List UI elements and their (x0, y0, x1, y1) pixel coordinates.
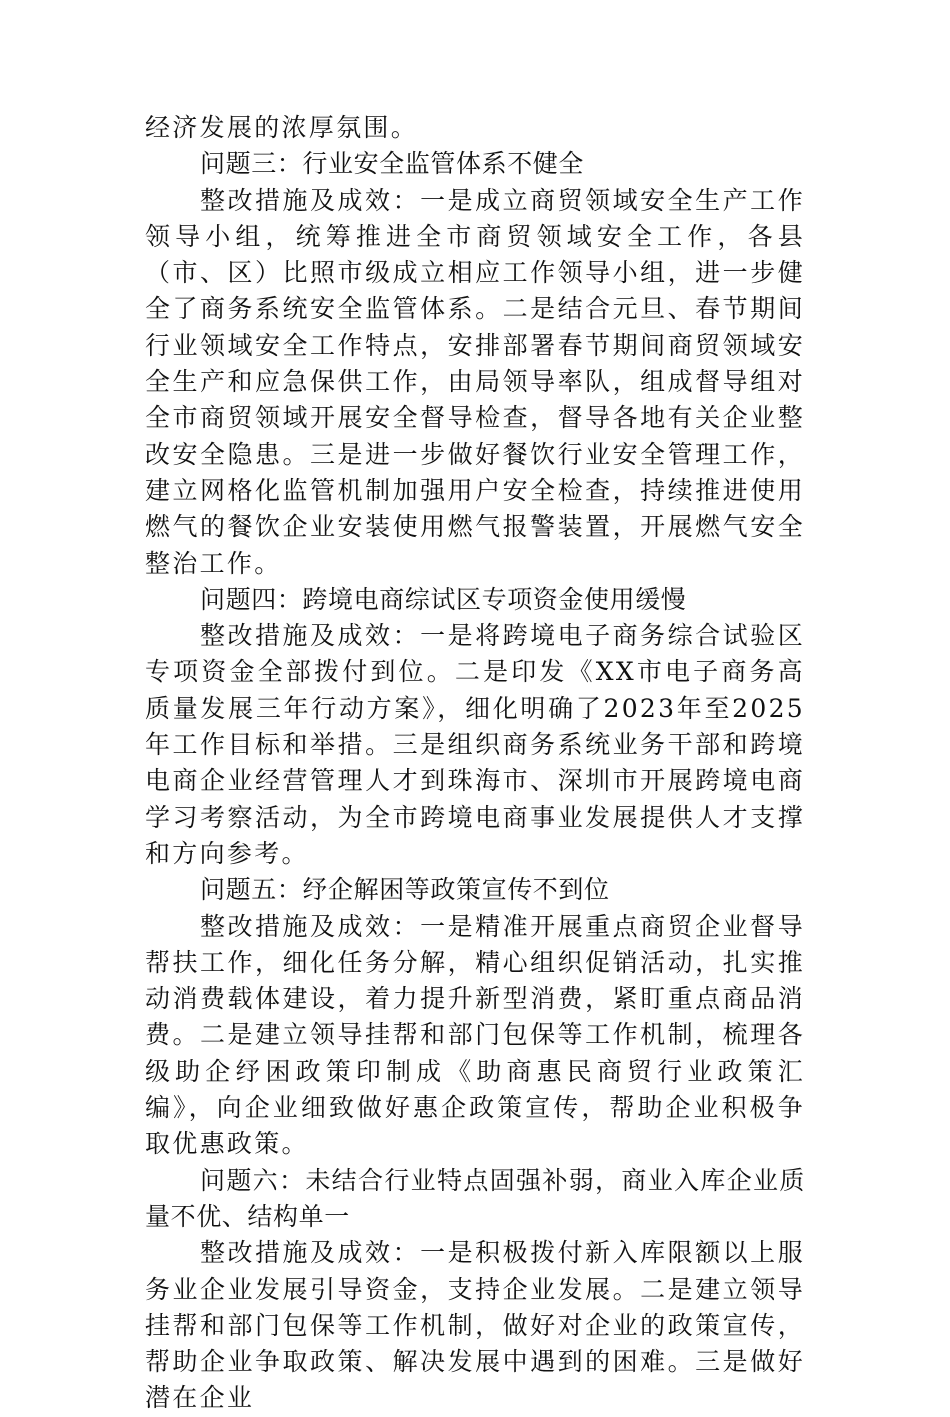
paragraph-issue-five-measures: 整改措施及成效：一是精准开展重点商贸企业督导帮扶工作，细化任务分解，精心组织促销活动，扎实推动消费载体建设，着力提升新型消费，紧盯重点商品消费。二是建立领导挂帮和部门包保等工作机制，梳理各级助企纾困政策印制成《助商惠民商贸行业政策汇编》，向企业细致做好惠企政策宣传，帮助企业积极争取优惠政策。 (145, 911, 805, 1159)
heading-issue-six: 问题六：未结合行业特点固强补弱，商业入库企业质量不优、结构单一 (145, 1165, 805, 1231)
heading-issue-three: 问题三：行业安全监管体系不健全 (200, 149, 585, 179)
heading-issue-four: 问题四：跨境电商综试区专项资金使用缓慢 (200, 584, 687, 614)
paragraph-issue-three-measures: 整改措施及成效：一是成立商贸领域安全生产工作领导小组，统筹推进全市商贸领域安全工作，各县（市、区）比照市级成立相应工作领导小组，进一步健全了商务系统安全监管体系。二是结合元旦、春节期间行业领域安全工作特点，安排部署春节期间商贸领域安全生产和应急保供工作，由局领导率队，组成督导组对全市商贸领域开展安全督导检查，督导各地有关企业整改安全隐患。三是进一步做好餐饮行业安全管理工作，建立网格化监管机制加强用户安全检查，持续推进使用燃气的餐饮企业安装使用燃气报警装置，开展燃气安全整治工作。 (145, 185, 805, 578)
paragraph-continuation: 经济发展的浓厚氛围。 (145, 113, 419, 142)
paragraph-issue-six-measures: 整改措施及成效：一是积极拨付新入库限额以上服务业企业发展引导资金，支持企业发展。二是建立领导挂帮和部门包保等工作机制，做好对企业的政策宣传，帮助企业争取政策、解决发展中遇到的困难。三是做好潜在企业 (145, 1238, 805, 1413)
paragraph-issue-four-measures: 整改措施及成效：一是将跨境电子商务综合试验区专项资金全部拨付到位。二是印发《XX市电子商务高质量发展三年行动方案》，细化明确了2023年至2025年工作目标和举措。三是组织商务系统业务干部和跨境电商企业经营管理人才到珠海市、深圳市开展跨境电商学习考察活动，为全市跨境电商事业发展提供人才支撑和方向参考。 (145, 621, 805, 868)
heading-issue-five: 问题五：纾企解困等政策宣传不到位 (200, 875, 610, 905)
document-body (145, 110, 805, 1417)
